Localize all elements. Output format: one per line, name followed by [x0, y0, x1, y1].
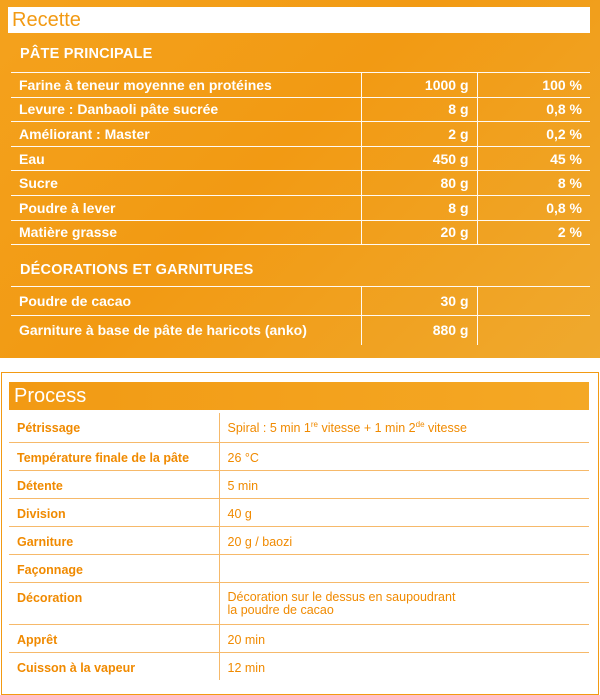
- process-value: 5 min: [219, 470, 589, 498]
- table-row: [11, 146, 590, 171]
- ingredient-pct: [477, 287, 590, 316]
- table-row: [11, 97, 590, 122]
- ingredient-qty: 80 g: [361, 171, 477, 196]
- ingredient-name: Poudre à lever: [11, 195, 361, 220]
- ingredient-pct: 0,8 %: [477, 195, 590, 220]
- process-value-petrissage: Spiral : 5 min 1re vitesse + 1 min 2de vitesse: [219, 413, 589, 442]
- process-panel: [1, 372, 599, 695]
- process-step: Température finale de la pâte: [9, 442, 219, 470]
- table-row: [9, 498, 589, 526]
- ingredient-qty: 2 g: [361, 122, 477, 147]
- table-row: [11, 316, 590, 345]
- table-row: [9, 413, 589, 442]
- table-row: [11, 122, 590, 147]
- process-step: Détente: [9, 470, 219, 498]
- ingredient-pct: 0,8 %: [477, 97, 590, 122]
- process-value: 12 min: [219, 652, 589, 680]
- process-value: 20 g / baozi: [219, 526, 589, 554]
- ingredient-name: Levure : Danbaoli pâte sucrée: [11, 97, 361, 122]
- table-row: [9, 470, 589, 498]
- ingredient-pct: 45 %: [477, 146, 590, 171]
- table-row: [11, 171, 590, 196]
- ingredient-qty: 450 g: [361, 146, 477, 171]
- table-row: [11, 287, 590, 316]
- pate-principale-heading: PÂTE PRINCIPALE: [20, 46, 153, 62]
- ingredient-qty: 8 g: [361, 195, 477, 220]
- ingredient-pct: 100 %: [477, 73, 590, 98]
- ingredient-pct: [477, 316, 590, 345]
- decorations-table: [11, 286, 590, 345]
- process-step: Garniture: [9, 526, 219, 554]
- table-row: [11, 220, 590, 245]
- process-value: 40 g: [219, 498, 589, 526]
- process-value: 20 min: [219, 624, 589, 652]
- process-step: Façonnage: [9, 554, 219, 582]
- table-row: [9, 652, 589, 680]
- table-row: [9, 526, 589, 554]
- ingredient-name: Farine à teneur moyenne en protéines: [11, 73, 361, 98]
- process-step: Pétrissage: [9, 413, 219, 442]
- process-title: Process: [9, 382, 589, 410]
- table-row: [11, 73, 590, 98]
- process-value: [219, 554, 589, 582]
- process-value: 26 °C: [219, 442, 589, 470]
- ingredient-qty: 8 g: [361, 97, 477, 122]
- recette-title: Recette: [8, 7, 590, 33]
- decorations-heading: DÉCORATIONS ET GARNITURES: [20, 262, 254, 278]
- process-value: Décoration sur le dessus en saupoudrant la poudre de cacao: [219, 582, 589, 624]
- process-table: [9, 413, 589, 680]
- process-step: Cuisson à la vapeur: [17, 660, 136, 675]
- ingredient-qty: 20 g: [361, 220, 477, 245]
- ingredient-name: Eau: [11, 146, 361, 171]
- process-step: Apprêt: [9, 624, 219, 652]
- ingredient-name: Garniture à base de pâte de haricots (anko): [19, 322, 307, 339]
- table-row: [9, 442, 589, 470]
- ingredient-qty: 30 g: [361, 287, 477, 316]
- table-row: [11, 195, 590, 220]
- pate-principale-table: [11, 72, 590, 245]
- ingredient-qty: 1000 g: [361, 73, 477, 98]
- ingredient-name: Poudre de cacao: [11, 287, 361, 316]
- ingredient-pct: 8 %: [477, 171, 590, 196]
- process-step: Division: [9, 498, 219, 526]
- ingredient-pct: 2 %: [477, 220, 590, 245]
- table-row: [9, 624, 589, 652]
- table-row: [9, 582, 589, 624]
- ingredient-pct: 0,2 %: [477, 122, 590, 147]
- process-step: Décoration: [9, 582, 219, 624]
- ingredient-name: Sucre: [11, 171, 361, 196]
- ingredient-qty: 880 g: [361, 316, 477, 345]
- table-row: [9, 554, 589, 582]
- ingredient-name: Matière grasse: [11, 220, 361, 245]
- ingredient-name: Améliorant : Master: [11, 122, 361, 147]
